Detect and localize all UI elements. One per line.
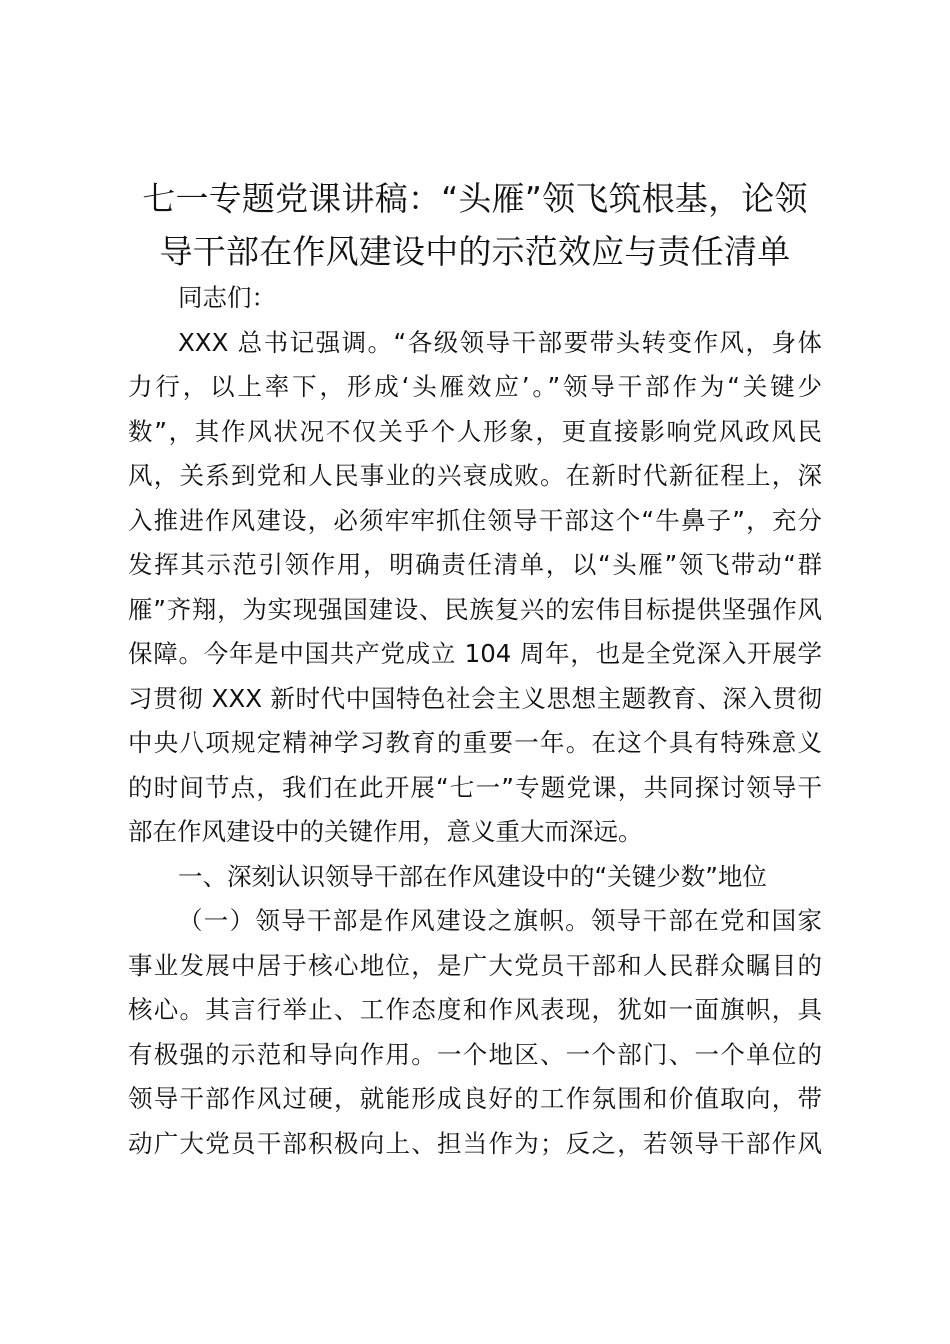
salutation: 同志们： <box>178 283 276 312</box>
paragraph-1-line: 保障。今年是中国共产党成立 104 周年，也是全党深入开展学 <box>128 639 822 668</box>
paragraph-2-line: 动广大党员干部积极向上、担当作为；反之，若领导干部作风 <box>128 1128 822 1158</box>
document-title <box>110 172 840 278</box>
paragraph-1-line: 的时间节点，我们在此开展“七一”专题党课，共同探讨领导干 <box>128 772 822 802</box>
paragraph-2-line: 有极强的示范和导向作用。一个地区、一个部门、一个单位的 <box>128 1039 822 1069</box>
paragraph-1-line: 部在作风建设中的关键作用，意义重大而深远。 <box>128 817 643 846</box>
paragraph-1-line: 数”，其作风状况不仅关乎个人形象，更直接影响党风政风民 <box>128 416 822 446</box>
title-line-2: 导干部在作风建设中的示范效应与责任清单 <box>159 232 791 271</box>
paragraph-1-line: 发挥其示范引领作用，明确责任清单，以“头雁”领飞带动“群 <box>128 550 822 579</box>
paragraph-2-line: 事业发展中居于核心地位，是广大党员干部和人民群众瞩目的 <box>128 950 822 980</box>
paragraph-1-line: 力行，以上率下，形成‘头雁效应’。”领导干部作为“关键少 <box>128 372 822 401</box>
paragraph-1-line: 习贯彻 XXX 新时代中国特色社会主义思想主题教育、深入贯彻 <box>128 683 822 713</box>
paragraph-2-line: 领导干部作风过硬，就能形成良好的工作氛围和价值取向，带 <box>128 1084 822 1113</box>
paragraph-1-line: 入推进作风建设，必须牢牢抓住领导干部这个“牛鼻子”，充分 <box>128 505 822 535</box>
section-heading-1: 一、深刻认识领导干部在作风建设中的“关键少数”地位 <box>178 861 767 891</box>
paragraph-1-line: 风，关系到党和人民事业的兴衰成败。在新时代新征程上，深 <box>128 461 822 490</box>
paragraph-1-line: XXX 总书记强调。“各级领导干部要带头转变作风，身体 <box>178 327 822 357</box>
paragraph-1 <box>128 321 822 855</box>
paragraph-1-line: 雁”齐翔，为实现强国建设、民族复兴的宏伟目标提供坚强作风 <box>128 594 822 624</box>
paragraph-2-line: （一）领导干部是作风建设之旗帜。领导干部在党和国家 <box>178 906 822 935</box>
document-body <box>128 276 822 1166</box>
paragraph-1-line: 中央八项规定精神学习教育的重要一年。在这个具有特殊意义 <box>128 728 822 757</box>
title-line-1: 七一专题党课讲稿：“头雁”领飞筑根基，论领 <box>142 179 808 218</box>
paragraph-2-line: 核心。其言行举止、工作态度和作风表现，犹如一面旗帜，具 <box>128 995 822 1024</box>
paragraph-2 <box>128 899 822 1166</box>
